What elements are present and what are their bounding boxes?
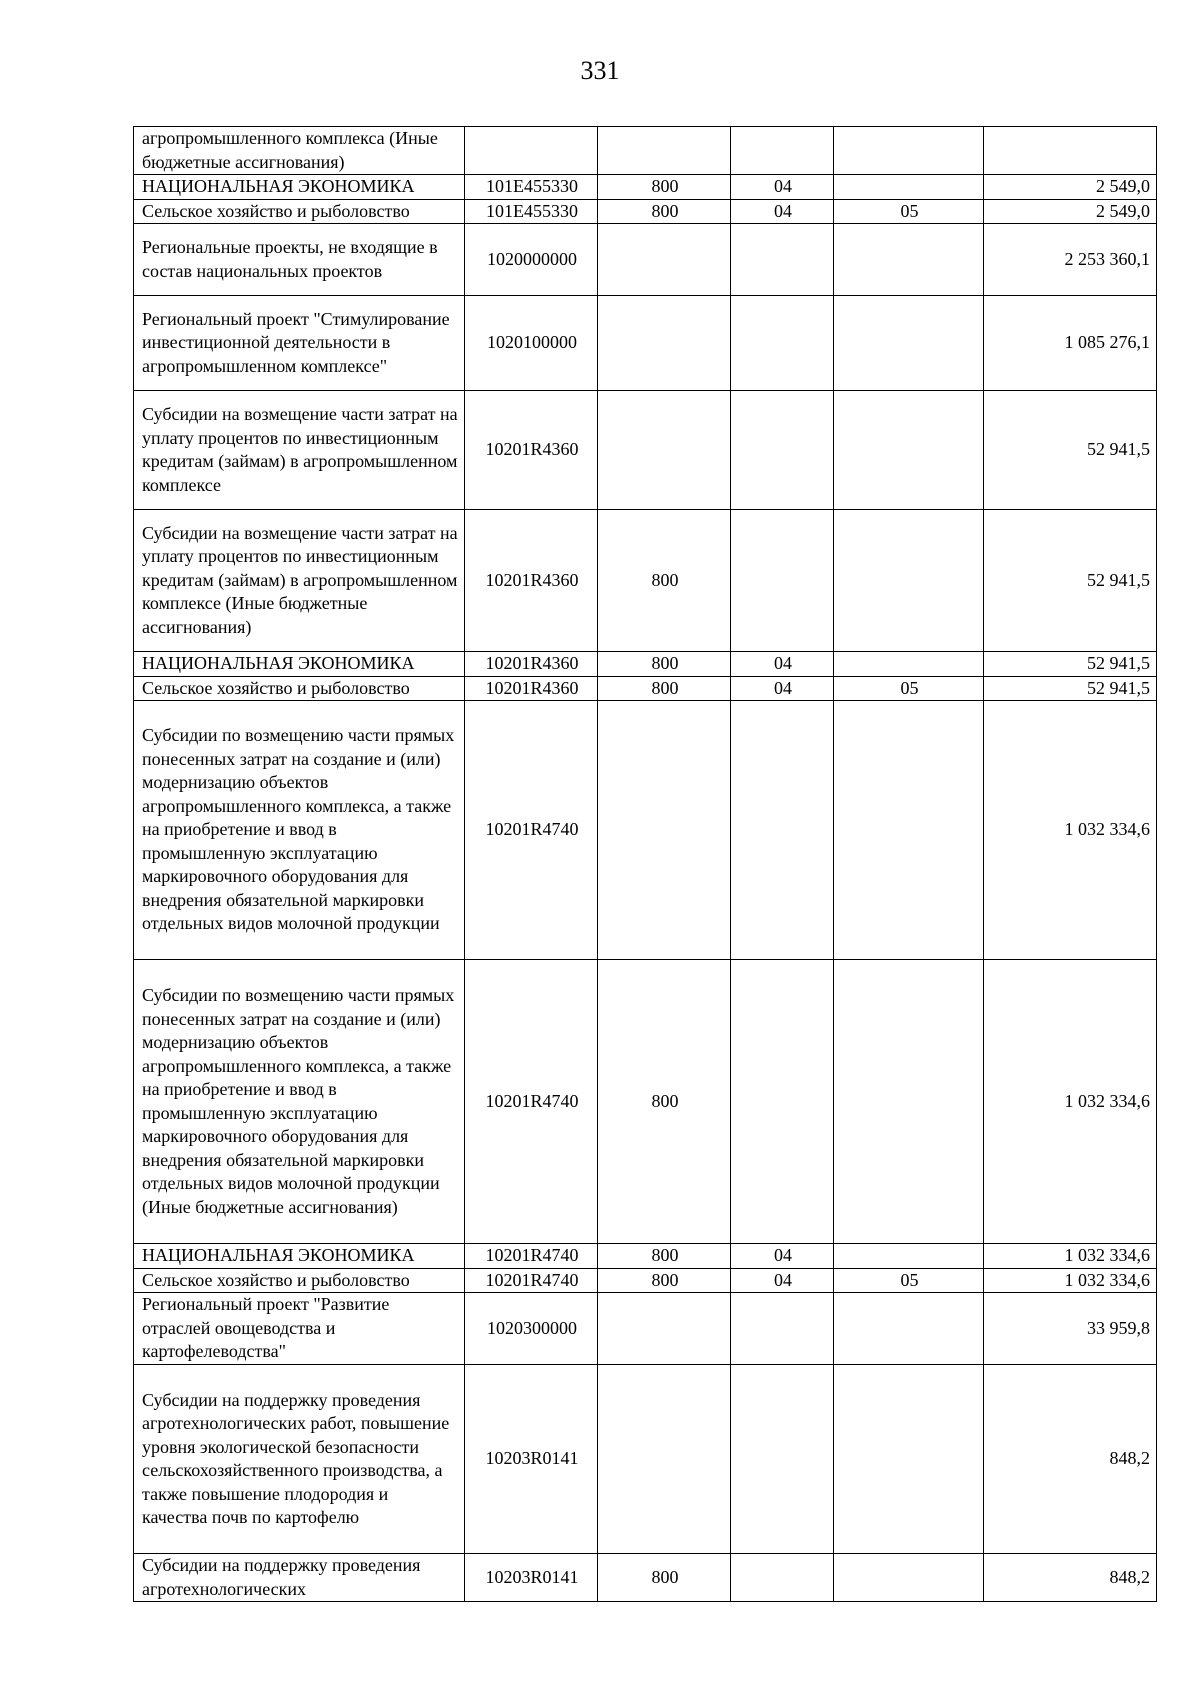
cell-code: 1020100000 — [465, 296, 598, 391]
table-row — [134, 652, 1157, 677]
cell-section — [731, 701, 834, 960]
cell-amount: 52 941,5 — [984, 510, 1157, 652]
cell-amount: 848,2 — [984, 1554, 1157, 1602]
cell-type — [598, 296, 731, 391]
cell-subsection — [834, 510, 984, 652]
cell-section: 04 — [731, 1244, 834, 1269]
cell-code: 10203R0141 — [465, 1365, 598, 1554]
cell-section — [731, 224, 834, 296]
table-row — [134, 127, 1157, 175]
cell-type — [598, 391, 731, 510]
cell-name: НАЦИОНАЛЬНАЯ ЭКОНОМИКА — [134, 652, 465, 677]
table-row — [134, 1365, 1157, 1554]
cell-section — [731, 127, 834, 175]
cell-subsection — [834, 1244, 984, 1269]
cell-name: Субсидии на возмещение части затрат на уплату процентов по инвестиционным кредитам (займам) в агропромышленном комплексе (Иные бюджетные ассигнования) — [134, 510, 465, 652]
cell-code: 10201R4360 — [465, 391, 598, 510]
cell-amount: 52 941,5 — [984, 652, 1157, 677]
cell-code: 10201R4740 — [465, 1268, 598, 1293]
cell-name: Сельское хозяйство и рыболовство — [134, 1268, 465, 1293]
cell-code: 1020300000 — [465, 1293, 598, 1365]
cell-amount: 1 085 276,1 — [984, 296, 1157, 391]
cell-amount: 1 032 334,6 — [984, 1268, 1157, 1293]
table-row — [134, 676, 1157, 701]
cell-code: 101Е455330 — [465, 199, 598, 224]
cell-name: Субсидии на возмещение части затрат на уплату процентов по инвестиционным кредитам (займам) в агропромышленном комплексе — [134, 391, 465, 510]
cell-subsection — [834, 652, 984, 677]
table-row — [134, 510, 1157, 652]
cell-name: Региональный проект "Стимулирование инвестиционной деятельности в агропромышленном комплексе" — [134, 296, 465, 391]
cell-amount: 848,2 — [984, 1365, 1157, 1554]
cell-section — [731, 296, 834, 391]
cell-code: 10201R4740 — [465, 1244, 598, 1269]
cell-type: 800 — [598, 652, 731, 677]
cell-section: 04 — [731, 652, 834, 677]
cell-code: 10201R4740 — [465, 960, 598, 1244]
cell-amount: 1 032 334,6 — [984, 960, 1157, 1244]
cell-name: НАЦИОНАЛЬНАЯ ЭКОНОМИКА — [134, 1244, 465, 1269]
cell-amount: 2 253 360,1 — [984, 224, 1157, 296]
table-row — [134, 296, 1157, 391]
cell-subsection — [834, 1554, 984, 1602]
cell-section — [731, 391, 834, 510]
page-number: 331 — [580, 56, 620, 85]
cell-name: НАЦИОНАЛЬНАЯ ЭКОНОМИКА — [134, 175, 465, 200]
cell-subsection — [834, 1293, 984, 1365]
cell-code: 10201R4360 — [465, 652, 598, 677]
cell-subsection: 05 — [834, 199, 984, 224]
cell-section — [731, 960, 834, 1244]
cell-name: агропромышленного комплекса (Иные бюджетные ассигнования) — [134, 127, 465, 175]
cell-code: 10203R0141 — [465, 1554, 598, 1602]
cell-subsection — [834, 224, 984, 296]
cell-amount: 2 549,0 — [984, 175, 1157, 200]
table-row — [134, 1268, 1157, 1293]
cell-section — [731, 1293, 834, 1365]
cell-type: 800 — [598, 510, 731, 652]
table-row — [134, 224, 1157, 296]
cell-type — [598, 1365, 731, 1554]
cell-section — [731, 510, 834, 652]
cell-section — [731, 1365, 834, 1554]
table-row — [134, 1293, 1157, 1365]
cell-name: Субсидии по возмещению части прямых понесенных затрат на создание и (или) модернизацию объектов агропромышленного комплекса, а также на приобретение и ввод в промышленную эксплуатацию маркировочного оборудования для внедрения обязательной маркировки отдельных видов молочной продукции — [134, 701, 465, 960]
cell-type: 800 — [598, 960, 731, 1244]
cell-name: Сельское хозяйство и рыболовство — [134, 676, 465, 701]
cell-amount: 52 941,5 — [984, 676, 1157, 701]
cell-type: 800 — [598, 676, 731, 701]
cell-code: 10201R4360 — [465, 676, 598, 701]
cell-type: 800 — [598, 1268, 731, 1293]
cell-subsection — [834, 960, 984, 1244]
cell-amount — [984, 127, 1157, 175]
cell-section — [731, 1554, 834, 1602]
cell-type — [598, 701, 731, 960]
table-row — [134, 199, 1157, 224]
cell-name: Субсидии на поддержку проведения агротехнологических — [134, 1554, 465, 1602]
cell-amount: 1 032 334,6 — [984, 1244, 1157, 1269]
cell-type — [598, 1293, 731, 1365]
cell-type: 800 — [598, 199, 731, 224]
cell-type — [598, 127, 731, 175]
cell-type: 800 — [598, 175, 731, 200]
budget-table — [133, 126, 1157, 1602]
cell-subsection — [834, 175, 984, 200]
cell-section: 04 — [731, 676, 834, 701]
cell-amount: 33 959,8 — [984, 1293, 1157, 1365]
cell-name: Субсидии на поддержку проведения агротехнологических работ, повышение уровня экологической безопасности сельскохозяйственного производства, а также повышение плодородия и качества почв по картофелю — [134, 1365, 465, 1554]
cell-name: Региональный проект "Развитие отраслей овощеводства и картофелеводства" — [134, 1293, 465, 1365]
cell-name: Региональные проекты, не входящие в состав национальных проектов — [134, 224, 465, 296]
cell-subsection — [834, 391, 984, 510]
cell-amount: 2 549,0 — [984, 199, 1157, 224]
table-row — [134, 960, 1157, 1244]
table-row — [134, 1554, 1157, 1602]
cell-code: 10201R4740 — [465, 701, 598, 960]
cell-subsection: 05 — [834, 1268, 984, 1293]
cell-code — [465, 127, 598, 175]
cell-code: 1020000000 — [465, 224, 598, 296]
cell-subsection: 05 — [834, 676, 984, 701]
cell-section: 04 — [731, 175, 834, 200]
cell-name: Субсидии по возмещению части прямых понесенных затрат на создание и (или) модернизацию объектов агропромышленного комплекса, а также на приобретение и ввод в промышленную эксплуатацию маркировочного оборудования для внедрения обязательной маркировки отдельных видов молочной продукции (Иные бюджетные ассигнования) — [134, 960, 465, 1244]
cell-amount: 52 941,5 — [984, 391, 1157, 510]
cell-code: 101Е455330 — [465, 175, 598, 200]
cell-type — [598, 224, 731, 296]
cell-type: 800 — [598, 1244, 731, 1269]
cell-section: 04 — [731, 199, 834, 224]
cell-name: Сельское хозяйство и рыболовство — [134, 199, 465, 224]
table-row — [134, 391, 1157, 510]
cell-subsection — [834, 296, 984, 391]
cell-amount: 1 032 334,6 — [984, 701, 1157, 960]
cell-subsection — [834, 1365, 984, 1554]
cell-subsection — [834, 127, 984, 175]
cell-code: 10201R4360 — [465, 510, 598, 652]
table-row — [134, 175, 1157, 200]
cell-section: 04 — [731, 1268, 834, 1293]
table-row — [134, 701, 1157, 960]
cell-subsection — [834, 701, 984, 960]
cell-type: 800 — [598, 1554, 731, 1602]
table-row — [134, 1244, 1157, 1269]
